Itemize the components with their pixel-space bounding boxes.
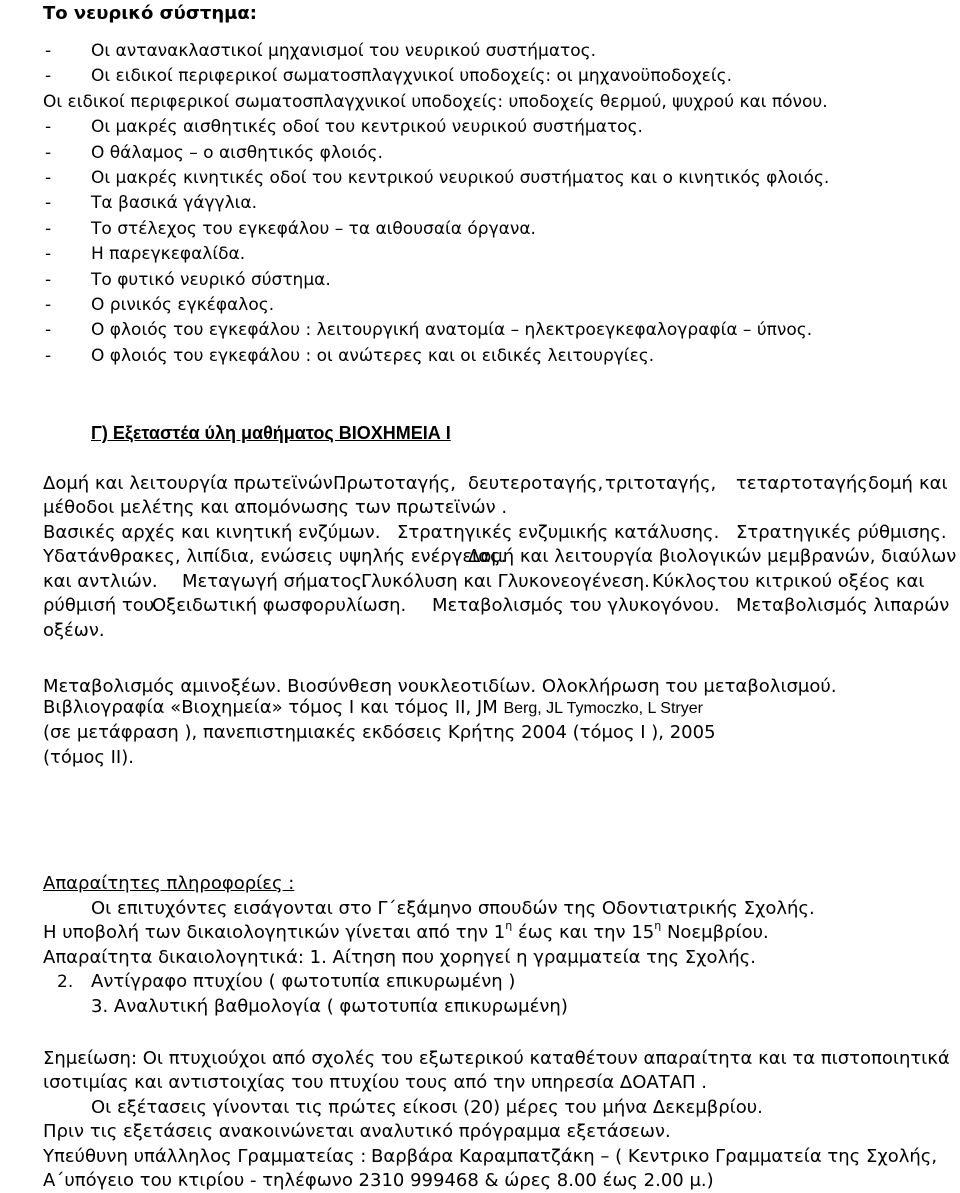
text-line: Απαραίτητα δικαιολογητικά: 1. Αίτηση που χορηγεί η γραμματεία της Σχολής. (43, 947, 756, 968)
text-line: 3. Αναλυτική βαθμολογία ( φωτοτυπία επικυρωμένη) (91, 996, 568, 1017)
list-dash: - (45, 41, 52, 61)
text-line: Βαρβάρα Καραμπατζάκη – ( Κεντρικο Γραμματεία της Σχολής, (371, 1146, 938, 1167)
list-dash: - (45, 244, 52, 264)
text-line: Μεταβολισμός του γλυκογόνου. (432, 595, 720, 616)
text-line: Οι επιτυχόντες εισάγονται στο Γ΄εξάμηνο σπουδών της Οδοντιατρικής Σχολής. (91, 898, 815, 919)
text-line: ισοτιμίας και αντιστοιχίας του πτυχίου τους από την υπηρεσία ΔΟΑΤΑΠ . (43, 1072, 707, 1093)
bibliography-line: (σε μετάφραση ), πανεπιστημιακές εκδόσεις Κρήτης 2004 (τόμος Ι ), 2005 (43, 722, 716, 743)
list-dash: - (45, 168, 52, 188)
list-item-text: Ο θάλαμος – ο αισθητικός φλοιός. (91, 143, 383, 163)
bibliography-line (43, 696, 703, 720)
text-line: Μεταβολισμός αμινοξέων. Βιοσύνθεση νουκλεοτιδίων. Ολοκλήρωση του μεταβολισμού. (43, 676, 837, 697)
text-line: και αντλιών. (43, 571, 158, 592)
list-dash: - (45, 270, 52, 290)
superscript: η (505, 919, 513, 932)
list-item-text: Ο φλοιός του εγκεφάλου : λειτουργική ανατομία – ηλεκτροεγκεφαλογραφία – ύπνος. (91, 320, 813, 340)
list-item-text: Το φυτικό νευρικό σύστημα. (91, 270, 331, 290)
list-dash: - (45, 66, 52, 86)
text-line (43, 921, 769, 944)
text-line: Δομή και λειτουργία βιολογικών μεμβρανών, διαύλων (468, 546, 957, 567)
list-dash: - (45, 193, 52, 213)
list-item-text: Το στέλεχος του εγκεφάλου – τα αιθουσαία όργανα. (91, 219, 536, 239)
section-heading-info: Απαραίτητες πληροφορίες : (43, 873, 295, 894)
text-line: Στρατηγικές ενζυμικής κατάλυσης. (397, 522, 720, 543)
text-line: Στρατηγικές ρύθμισης. (736, 522, 947, 543)
text-line: Μεταβολισμός λιπαρών (736, 595, 950, 616)
text-line: Πριν τις εξετάσεις ανακοινώνεται αναλυτικό πρόγραμμα εξετάσεων. (43, 1121, 671, 1142)
list-item-text: Οι μακρές κινητικές οδοί του κεντρικού νευρικού συστήματος και ο κινητικός φλοιός. (91, 168, 830, 188)
text-line: Α΄υπόγειο του κτιρίου - τηλέφωνο 2310 999468 & ώρες 8.00 έως 2.00 μ.) (43, 1170, 714, 1191)
bibliography-authors: Berg, JL Tymoczko, L Stryer (503, 700, 703, 717)
list-item-text: Οι αντανακλαστικοί μηχανισμοί του νευρικού συστήματος. (91, 41, 597, 61)
list-dash: - (45, 346, 52, 366)
text-line: Πρωτοταγής, (333, 473, 456, 494)
bibliography-line: (τόμος ΙΙ). (43, 747, 134, 768)
text-line: δομή (868, 473, 913, 494)
list-item-text: Οι ειδικοί περιφερικοί σωματοσπλαγχνικοί υποδοχείς: υποδοχείς θερμού, ψυχρού και πόνου. (43, 92, 828, 112)
list-item-text: Οι μακρές αισθητικές οδοί του κεντρικού νευρικού συστήματος. (91, 117, 643, 137)
text-fragment: έως και την 15 (512, 922, 655, 943)
text-line: Οι εξέτασεις γίνονται τις πρώτες είκοσι (20) μέρες του μήνα Δεκεμβρίου. (91, 1097, 763, 1118)
text-line: Μεταγωγή σήματος. (182, 571, 368, 592)
section-heading-biochemistry: Γ) Εξεταστέα ύλη μαθήματος ΒΙΟΧΗΜΕΙΑ Ι (91, 423, 451, 443)
text-line: ρύθμισή του. (43, 595, 160, 616)
bibliography-title: Βιβλιογραφία «Βιοχημεία» τόμος Ι και τόμος ΙΙ, JM (43, 697, 498, 718)
text-fragment: Νοεμβρίου. (661, 922, 769, 943)
list-dash: - (45, 320, 52, 340)
text-line: Γλυκόλυση και Γλυκονεογένεση. (361, 571, 650, 592)
text-line: Αντίγραφο πτυχίου ( φωτοτυπία επικυρωμένη ) (91, 971, 516, 992)
list-dash: - (45, 295, 52, 315)
list-item-text: Οι ειδικοί περιφερικοί σωματοσπλαγχνικοί υποδοχείς: οι μηχανοϋποδοχείς. (91, 66, 732, 86)
text-line: δευτεροταγής, (468, 473, 604, 494)
text-line: Σημείωση: Οι πτυχιούχοι από σχολές του εξωτερικού καταθέτουν απαραίτητα και τα πιστοποιητικά (43, 1048, 950, 1069)
text-line: τριτοταγής, (605, 473, 717, 494)
list-item-text: Ο ρινικός εγκέφαλος. (91, 295, 275, 315)
text-line: μέθοδοι μελέτης και απομόνωσης των πρωτεϊνών . (43, 497, 508, 518)
list-item-text: Η παρεγκεφαλίδα. (91, 244, 246, 264)
text-line: Υπεύθυνη υπάλληλος Γραμματείας : (43, 1146, 367, 1167)
text-line: και (919, 473, 948, 494)
list-item-text: Τα βασικά γάγγλια. (91, 193, 258, 213)
text-line: Υδατάνθρακες, λιπίδια, ενώσεις υψηλής ενέργειας. (43, 546, 507, 567)
text-line: Κύκλος (652, 571, 718, 592)
section-heading-nervous-system: Το νευρικό σύστημα: (43, 3, 257, 24)
text-line: Δομή και λειτουργία πρωτεϊνών . (43, 473, 345, 494)
text-fragment: Η υποβολή των δικαιολογητικών γίνεται από την 1 (43, 922, 506, 943)
list-dash: - (45, 117, 52, 137)
list-dash: - (45, 219, 52, 239)
text-line: τεταρτοταγής (736, 473, 868, 494)
text-line: Βασικές αρχές και κινητική ενζύμων. (43, 522, 381, 543)
list-number: 2. (57, 972, 74, 992)
list-dash: - (45, 143, 52, 163)
text-line: Οξειδωτική φωσφορυλίωση. (152, 595, 407, 616)
superscript: η (654, 919, 662, 932)
text-line: του κιτρικού οξέος και (717, 571, 925, 592)
text-line: οξέων. (43, 620, 105, 641)
list-item-text: Ο φλοιός του εγκεφάλου : οι ανώτερες και οι ειδικές λειτουργίες. (91, 346, 655, 366)
